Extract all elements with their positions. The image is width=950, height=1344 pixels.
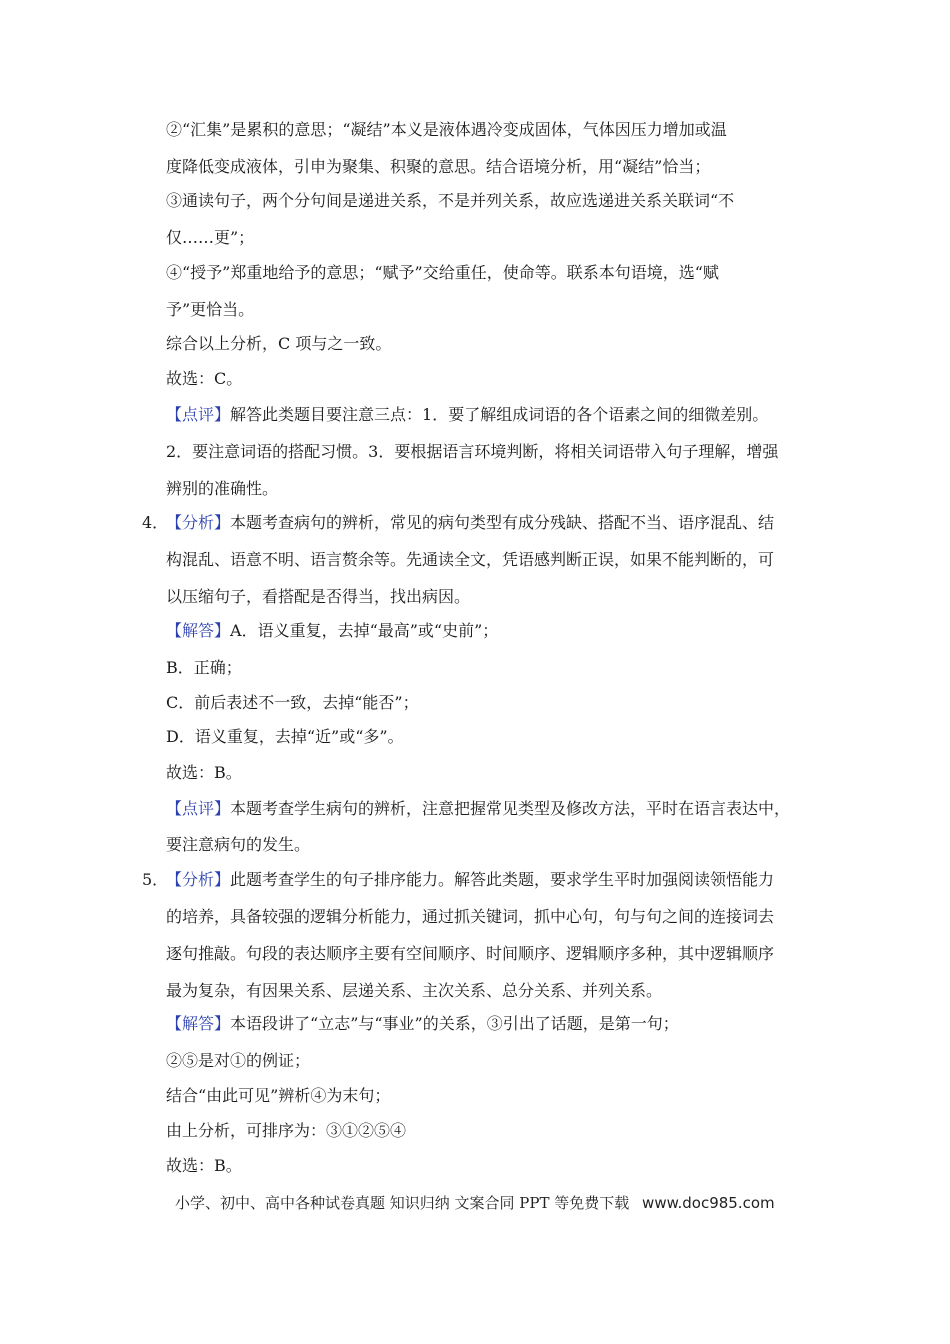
text-line: 的培养，具备较强的逻辑分析能力，通过抓关键词，抓中心句，句与句之间的连接词去 bbox=[166, 907, 775, 926]
text-line: C．前后表述不一致，去掉“能否”； bbox=[166, 693, 419, 712]
text-line: ④“授予”郑重地给予的意思；“赋予”交给重任，使命等。联系本句语境，选“赋 bbox=[166, 263, 719, 282]
text-line: ②⑤是对①的例证； bbox=[166, 1051, 311, 1070]
text-line: 综合以上分析，C 项与之一致。 bbox=[166, 334, 392, 353]
answer-line: 【解答】本语段讲了“立志”与“事业”的关系，③引出了话题，是第一句； bbox=[166, 1014, 679, 1033]
question-number: 5． bbox=[142, 870, 169, 889]
text-line: 结合“由此可见”辨析④为末句； bbox=[166, 1086, 391, 1105]
analysis-tag: 【分析】 bbox=[166, 513, 231, 532]
text-line: 要注意病句的发生。 bbox=[166, 835, 311, 854]
text-line: 最为复杂，有因果关系、层递关系、主次关系、总分关系、并列关系。 bbox=[166, 981, 663, 1000]
text-line: ③通读句子，两个分句间是递进关系，不是并列关系，故应选递进关系关联词“不 bbox=[166, 191, 735, 210]
text-line: D．语义重复，去掉“近”或“多”。 bbox=[166, 727, 404, 746]
text-line: 辨别的准确性。 bbox=[166, 479, 279, 498]
text-line: 以压缩句子，看搭配是否得当，找出病因。 bbox=[166, 587, 471, 606]
answer-line: 【解答】A．语义重复，去掉“最高”或“史前”； bbox=[166, 621, 499, 640]
text-line: 度降低变成液体，引申为聚集、积聚的意思。结合语境分析，用“凝结”恰当； bbox=[166, 157, 711, 176]
footer-text: 小学、初中、高中各种试卷真题 知识归纳 文案合同 PPT 等免费下载 bbox=[175, 1194, 630, 1212]
footer-link[interactable]: www.doc985.com bbox=[642, 1194, 775, 1212]
comment-line: 【点评】解答此类题目要注意三点：1．要了解组成词语的各个语素之间的细微差别。 bbox=[166, 405, 769, 424]
text-line: 故选：B。 bbox=[166, 1156, 242, 1175]
answer-tag: 【解答】 bbox=[166, 621, 231, 640]
text-line: 由上分析，可排序为：③①②⑤④ bbox=[166, 1121, 407, 1140]
text-line: 逐句推敲。句段的表达顺序主要有空间顺序、时间顺序、逻辑顺序多种，其中逻辑顺序 bbox=[166, 944, 775, 963]
comment-tag: 【点评】 bbox=[166, 405, 231, 424]
text-line: 故选：B。 bbox=[166, 763, 242, 782]
comment-tag: 【点评】 bbox=[166, 799, 231, 818]
text-line: 故选：C。 bbox=[166, 369, 243, 388]
text-line: 构混乱、语意不明、语言赘余等。先通读全文，凭语感判断正误，如果不能判断的，可 bbox=[166, 550, 775, 569]
analysis-line: 【分析】此题考查学生的句子排序能力。解答此类题，要求学生平时加强阅读领悟能力 bbox=[166, 870, 775, 889]
text-line: 仅……更”； bbox=[166, 228, 255, 247]
question-number: 4． bbox=[142, 513, 169, 532]
comment-line: 【点评】本题考查学生病句的辨析，注意把握常见类型及修改方法，平时在语言表达中， bbox=[166, 799, 791, 818]
text-line: 予”更恰当。 bbox=[166, 300, 255, 319]
text-line: ②“汇集”是累积的意思；“凝结”本义是液体遇冷变成固体，气体因压力增加或温 bbox=[166, 120, 727, 139]
answer-tag: 【解答】 bbox=[166, 1014, 231, 1033]
page-footer bbox=[175, 1193, 775, 1213]
analysis-line: 【分析】本题考查病句的辨析，常见的病句类型有成分残缺、搭配不当、语序混乱、结 bbox=[166, 513, 775, 532]
text-line: B．正确； bbox=[166, 658, 242, 677]
text-line: 2．要注意词语的搭配习惯。3．要根据语言环境判断，将相关词语带入句子理解，增强 bbox=[166, 442, 779, 461]
analysis-tag: 【分析】 bbox=[166, 870, 231, 889]
